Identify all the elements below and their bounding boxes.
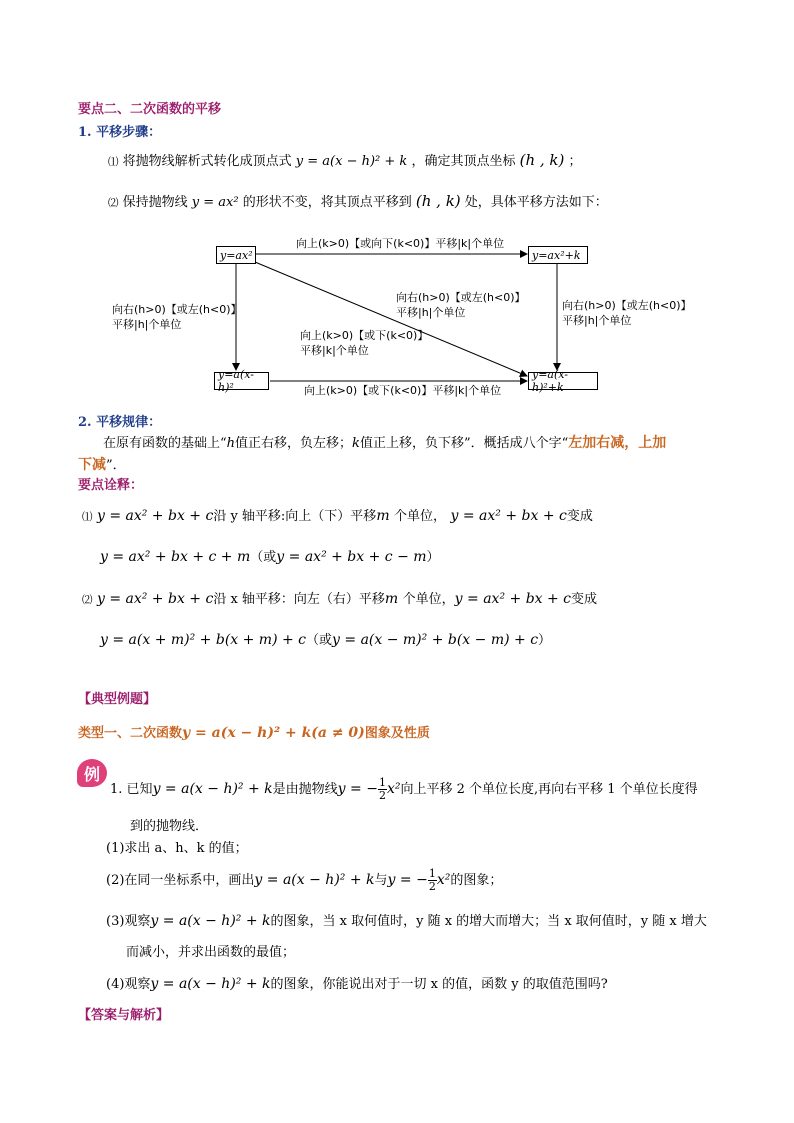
step-2-number: ⑵	[108, 197, 119, 209]
example-text: 是由抛物线	[272, 782, 338, 797]
step-1-number: ⑴	[108, 156, 119, 168]
general-quadratic: y = ax² + bx + c	[96, 508, 214, 524]
type-1-label: 类型一、二次函数	[78, 726, 183, 741]
question-2-text: (2)在同一坐标系中，画出	[106, 873, 255, 888]
fraction-denominator: 2	[428, 880, 436, 893]
question-3-formula: y = a(x − h)² + k	[150, 913, 271, 929]
note-2-line-2	[100, 629, 551, 648]
rule-mnemonic: 左加右减，上加	[568, 435, 667, 451]
label-right-arrow-2: 平移|h|个单位	[562, 314, 632, 327]
rule-text: 值正右移，负左移；	[235, 436, 353, 451]
rule-text: 值正上移，负下移”．概括成八个字“	[359, 436, 569, 451]
question-2-and: 与	[374, 873, 388, 888]
note-1-line-1	[82, 505, 593, 524]
step-2-end: 处，具体平移方法如下：	[464, 195, 608, 210]
question-4-text-rest: 的图象，你能说出对于一切 x 的值，函数 y 的取值范围吗?	[270, 977, 608, 992]
note-1-text: 个单位，	[394, 509, 447, 524]
box-base-parabola: y=ax²	[216, 246, 256, 264]
question-3-line-1	[106, 910, 707, 929]
diagram-arrows	[0, 0, 794, 420]
label-left-arrow-1: 向右(h>0)【或左(h<0)】	[112, 303, 242, 316]
question-3-text-rest: 的图象，当 x 取何值时，y 随 x 的增大而增大；当 x 取何值时，y 随 x 增大	[270, 914, 707, 929]
section-heading: 要点二、二次函数的平移	[78, 102, 222, 117]
question-3-line-2: 而减小，并求出函数的最值；	[126, 945, 296, 960]
note-2-number: ⑵	[82, 594, 93, 606]
rule-text: 在原有函数的基础上“	[103, 436, 227, 451]
label-top-arrow: 向上(k>0)【或向下(k<0)】平移|k|个单位	[296, 237, 505, 250]
rule-mnemonic-end: 下减	[78, 457, 106, 473]
example-1-line-2: 到的抛物线．	[130, 819, 209, 834]
base-parabola-formula: y = ax²	[191, 195, 239, 210]
question-2-parabola-x2: x²	[436, 872, 451, 888]
shifted-up-formula: y = ax² + bx + c + m	[100, 549, 251, 565]
note-1-line-2	[100, 546, 440, 565]
question-2-formula: y = a(x − h)² + k	[254, 872, 375, 888]
answer-title: 【答案与解析】	[78, 1008, 170, 1023]
box-vertex-form: y=a(x-h)²+k	[528, 372, 598, 390]
example-text: 已知	[126, 782, 153, 797]
rule-text-end: ”．	[106, 458, 126, 473]
subsection-title-rule: 2. 平移规律：	[78, 415, 162, 430]
example-text: 向上平移 2 个单位长度,再向右平移 1 个单位长度得	[400, 782, 698, 797]
example-parabola: y = −	[337, 781, 378, 797]
step-1-text: 将抛物线解析式转化成顶点式	[122, 154, 292, 169]
shift-m: m	[384, 591, 399, 607]
fraction-denominator: 2	[378, 789, 386, 802]
shifted-left-formula: y = a(x + m)² + b(x + m) + c	[100, 632, 307, 648]
question-2-parabola: y = −	[387, 872, 428, 888]
note-1-or: （或	[250, 550, 277, 565]
question-4-formula: y = a(x − h)² + k	[150, 976, 271, 992]
step-2-text: 保持抛物线	[122, 195, 188, 210]
label-left-arrow-2: 平移|h|个单位	[112, 318, 182, 331]
vertex-coordinate: (h , k)	[415, 192, 461, 210]
example-parabola-x2: x²	[386, 781, 401, 797]
example-badge: 例	[77, 759, 107, 787]
example-1-line-1	[110, 777, 698, 802]
fraction-numerator: 1	[378, 776, 386, 789]
type-1-title	[78, 722, 430, 741]
box-vertical-shift: y=ax²+k	[528, 246, 588, 264]
label-diagonal-2: 平移|h|个单位	[396, 306, 466, 319]
vertex-form-formula: y = a(x − h)² + k	[295, 154, 408, 169]
fraction-one-half	[428, 868, 437, 893]
note-2-or: （或	[306, 633, 333, 648]
label-middle-1: 向上(k>0)【或下(k<0)】	[300, 329, 429, 342]
notes-title: 要点诠释：	[78, 478, 144, 493]
arrow-diagonal	[255, 262, 527, 376]
subsection-title-steps: 1. 平移步骤：	[78, 125, 162, 140]
rule-line-2	[78, 454, 126, 474]
fraction-numerator: 1	[428, 867, 436, 880]
label-right-arrow-1: 向右(h>0)【或左(h<0)】	[562, 299, 692, 312]
note-1-close: ）	[426, 550, 440, 565]
box-horizontal-shift: y=a(x-h)²	[214, 372, 269, 390]
note-2-text: 个单位，	[402, 592, 455, 607]
note-2-text: 变成	[571, 592, 598, 607]
shifted-down-formula: y = ax² + bx + c − m	[276, 549, 427, 565]
question-2	[106, 868, 502, 893]
step-1-end: ；	[568, 154, 582, 169]
general-quadratic: y = ax² + bx + c	[454, 591, 572, 607]
shift-m: m	[376, 508, 390, 524]
step-2-text-mid: 的形状不变，将其顶点平移到	[242, 195, 412, 210]
example-number: 1.	[110, 782, 123, 797]
type-1-formula: y = a(x − h)² + k(a ≠ 0)	[182, 725, 365, 741]
question-3-text: (3)观察	[106, 914, 151, 929]
note-1-text: 变成	[566, 509, 593, 524]
examples-title: 【典型例题】	[78, 692, 157, 707]
example-formula: y = a(x − h)² + k	[152, 781, 273, 797]
label-bottom-arrow: 向上(k>0)【或下(k<0)】平移|k|个单位	[304, 384, 502, 397]
general-quadratic: y = ax² + bx + c	[450, 508, 567, 524]
question-1: (1)求出 a、h、k 的值；	[106, 841, 248, 856]
fraction-one-half	[378, 777, 387, 802]
rule-line-1	[103, 432, 666, 452]
note-2-line-1	[82, 588, 597, 607]
note-1-text: 沿 y 轴平移:向上（下）平移	[213, 509, 377, 524]
note-2-close: ）	[538, 633, 552, 648]
vertex-coordinate: (h , k)	[519, 151, 565, 169]
type-1-label-end: 图象及性质	[364, 726, 430, 741]
label-middle-2: 平移|k|个单位	[300, 344, 369, 357]
step-1-text-mid: ，确定其顶点坐标	[411, 154, 516, 169]
note-2-text: 沿 x 轴平移：向左（右）平移	[213, 592, 385, 607]
question-2-end: 的图象；	[450, 873, 503, 888]
rule-h: h	[226, 436, 236, 451]
question-4-text: (4)观察	[106, 977, 151, 992]
shifted-right-formula: y = a(x − m)² + b(x − m) + c	[332, 632, 539, 648]
rule-k: k	[352, 436, 360, 451]
note-1-number: ⑴	[82, 511, 93, 523]
label-diagonal-1: 向右(h>0)【或左(h<0)】	[396, 291, 526, 304]
question-4	[106, 973, 608, 992]
general-quadratic: y = ax² + bx + c	[96, 591, 214, 607]
